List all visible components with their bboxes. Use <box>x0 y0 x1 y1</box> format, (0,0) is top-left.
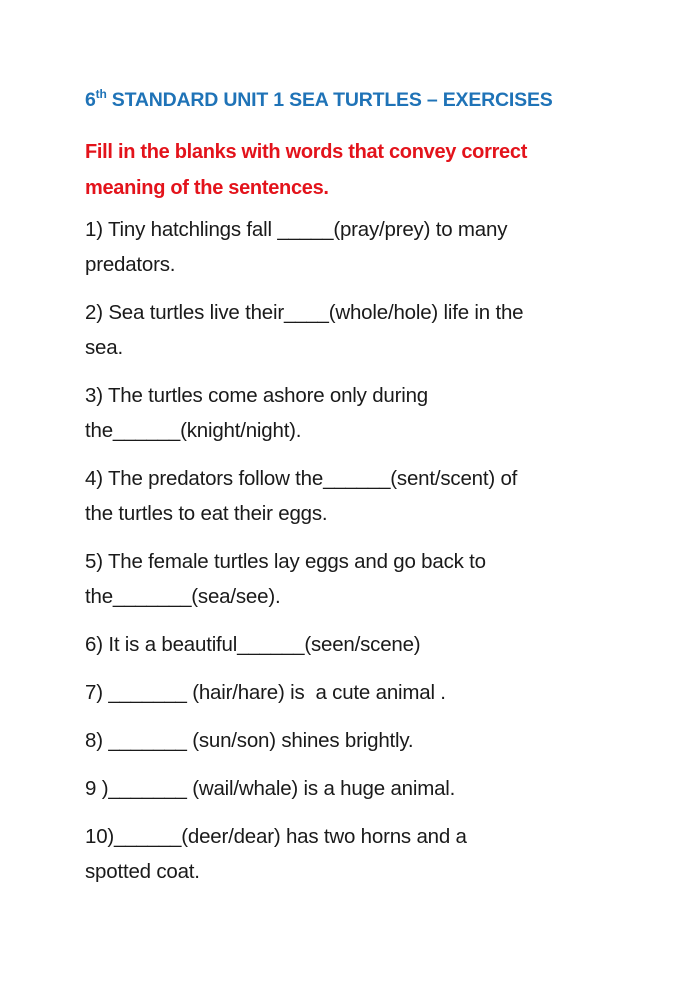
exercise-6-line-1: 6) It is a beautiful______(seen/scene) <box>85 633 421 656</box>
exercise-2-line-2: sea. <box>85 336 123 359</box>
worksheet-page <box>85 84 645 902</box>
exercise-6 <box>85 627 645 662</box>
title-grade-suffix: th <box>95 87 107 101</box>
exercise-7-line-1: 7) _______ (hair/hare) is a cute animal . <box>85 681 446 704</box>
instruction-line-1: Fill in the blanks with words that convey correct <box>85 141 528 163</box>
exercise-10-line-1: 10)______(deer/dear) has two horns and a <box>85 825 467 848</box>
exercise-5-line-2: the_______(sea/see). <box>85 585 281 608</box>
exercise-2-line-1: 2) Sea turtles live their____(whole/hole) life in the <box>85 301 524 324</box>
exercise-1-line-1: 1) Tiny hatchlings fall _____(pray/prey) to many <box>85 218 508 241</box>
exercise-10-line-2: spotted coat. <box>85 860 200 883</box>
exercise-7 <box>85 675 645 710</box>
instruction-line-2: meaning of the sentences. <box>85 177 329 199</box>
exercise-9-line-1: 9 )_______ (wail/whale) is a huge animal. <box>85 777 456 800</box>
exercise-8 <box>85 723 645 758</box>
exercise-10 <box>85 819 645 889</box>
exercise-3-line-1: 3) The turtles come ashore only during <box>85 384 428 407</box>
exercise-5-line-1: 5) The female turtles lay eggs and go back to <box>85 550 486 573</box>
exercise-4-line-2: the turtles to eat their eggs. <box>85 502 328 525</box>
title-grade-number: 6 <box>85 89 96 111</box>
exercise-8-line-1: 8) _______ (sun/son) shines brightly. <box>85 729 414 752</box>
title-text: STANDARD UNIT 1 SEA TURTLES – EXERCISES <box>106 89 553 111</box>
worksheet-title <box>85 84 645 116</box>
exercise-9 <box>85 771 645 806</box>
exercise-5 <box>85 544 645 614</box>
exercise-4-line-1: 4) The predators follow the______(sent/scent) of <box>85 467 518 490</box>
exercise-1 <box>85 212 645 282</box>
exercise-2 <box>85 295 645 365</box>
exercise-3-line-2: the______(knight/night). <box>85 419 302 442</box>
exercise-4 <box>85 461 645 531</box>
exercise-3 <box>85 378 645 448</box>
instruction-text <box>85 134 645 206</box>
exercise-1-line-2: predators. <box>85 253 176 276</box>
